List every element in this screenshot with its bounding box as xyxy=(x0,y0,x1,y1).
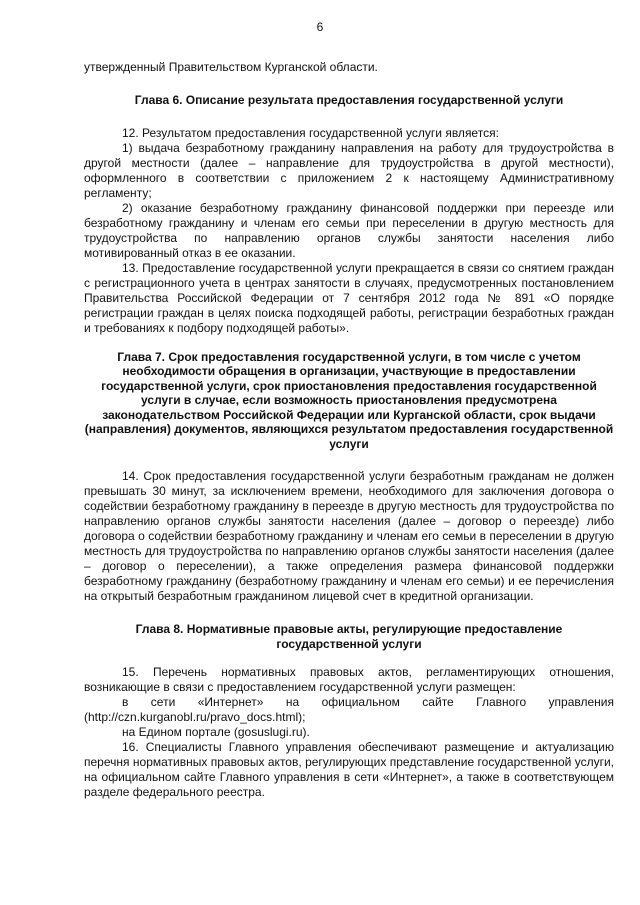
spacer xyxy=(84,108,614,126)
spacer xyxy=(84,451,614,469)
page-number: 6 xyxy=(316,20,324,34)
document-body xyxy=(84,60,614,800)
paragraph-13: 13. Предоставление государственной услуги прекращается в связи со снятием граждан с регистрационного учета в центрах занятости в случаях, предусмотренных постановлением Правительства Российской Федерации от 7 сентября 2012 года № 891 «О порядке регистрации граждан в целях поиска подходящей работы, регистрации безработных граждан и требованиях к подбору подходящей работы». xyxy=(84,260,614,335)
paragraph-16: 16. Специалисты Главного управления обеспечивают размещение и актуализацию перечня нормативных правовых актов, регулирующих представление государственной услуги, на официальном сайте Главного управления в сети «Интернет», а также в соответствующем разделе федерального реестра. xyxy=(84,740,614,799)
spacer xyxy=(84,604,614,622)
chapter6-heading: Глава 6. Описание результата предоставления государственной услуги xyxy=(134,93,564,107)
spacer xyxy=(84,75,614,93)
paragraph-15: 15. Перечень нормативных правовых актов, регламентирующих отношения, возникающие в связи с предоставлением государственной услуги размещен: xyxy=(84,665,614,694)
chapter7-heading: Глава 7. Срок предоставления государственной услуги, в том числе с учетом необходимости обращения в организации, участвующие в предоставлении государственной услуги, срок приостановления предоставления государственной услуги в случае, если возможность приостановления предусмотрена законодательством Российской Федерации или Курганской области, срок выдачи (направления) документов, являющихся результатом предоставления государственной услуги xyxy=(84,349,614,451)
paragraph-15-item-2: на Едином портале (gosuslugi.ru). xyxy=(122,725,310,739)
intro-line: утвержденный Правительством Курганской области. xyxy=(84,60,378,74)
paragraph-12-item-2: 2) оказание безработному гражданину финансовой поддержки при переезде или безработному гражданину и членам его семьи при переселении в другую местность для трудоустройства по направлению органов службы занятости населения либо мотивированный отказ в ее оказании. xyxy=(84,200,614,260)
spacer xyxy=(84,336,614,350)
chapter8-heading: Глава 8. Нормативные правовые акты, регулирующие предоставление государственной услуги xyxy=(135,622,563,651)
paragraph-12-item-1: 1) выдача безработному гражданину направления на работу для трудоустройства в другой местности (далее – направление для трудоустройства в другой местности), оформленного в соответствии с приложением 2 к настоящему Административному регламенту; xyxy=(84,140,614,200)
paragraph-15-item-1: в сети «Интернет» на официальном сайте Главного управления (http://czn.kurganobl.ru/pravo_docs.html); xyxy=(84,695,614,724)
paragraph-14: 14. Срок предоставления государственной услуги безработным гражданам не должен превышать 30 минут, за исключением времени, необходимого для заключения договора о содействии безработному гражданину в переезде в другую местность для трудоустройства по направлению органов службы занятости населения (далее – договор о переезде) либо договора о содействии безработному гражданину и членам его семьи в переселении в другую местность для трудоустройства по направлению органов службы занятости населения (далее – договор о переселении), а также определения размера финансовой поддержки безработному гражданину (безработному гражданину и членам его семьи) и ее перечисления на открытый безработным гражданином лицевой счет в кредитной организации. xyxy=(84,469,614,603)
paragraph-12: 12. Результатом предоставления государственной услуги является: xyxy=(122,125,499,140)
spacer xyxy=(84,651,614,665)
